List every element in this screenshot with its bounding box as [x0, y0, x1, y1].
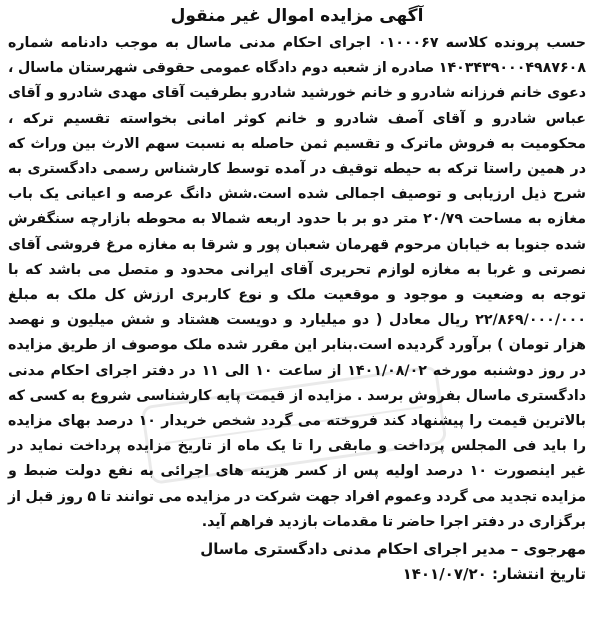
notice-signature: مهرجوی – مدیر اجرای احکام مدنی دادگستری ماسال [200, 540, 586, 559]
publish-date: تاریخ انتشار: ۱۴۰۱/۰۷/۲۰ [402, 565, 586, 584]
notice-body: حسب پرونده کلاسه ۰۱۰۰۰۶۷ اجرای احکام مدنی ماسال به موجب دادنامه شماره ۱۴۰۳۴۳۹۰۰۰۴۹۸۷۶۰۸ صادره از شعبه دوم دادگاه عمومی حقوقی شهرستان ماسال ، دعوی خانم فرزانه شادرو و خانم خورشید شادرو بطرفیت آقای مهدی شادرو و آقای عباس شادرو و آقای آصف شادرو و خانم کوثر امانی بخواسته تقسیم ترکه ، محکومیت به فروش ماترک و تقسیم ثمن حاصله به نسبت سهم الارث بین وراث که در همین راستا ترکه به حیطه توقیف در آمده توسط کارشناس رسمی دادگستری به شرح ذیل ارزیابی و توصیف اجمالی شده است.شش دانگ عرصه و اعیانی یک باب مغازه به مساحت ۲۰/۷۹ متر دو بر با حدود اربعه شمالا به محوطه بازارچه سنگفرش شده جنوبا به خیابان مرحوم قهرمان شعبان پور و شرقا به مغازه مرغ فروشی آقای نصرتی و غربا به مغازه لوازم تحریری آقای ایرانی محدود و متصل می باشد که با توجه به وضعیت و موجود و موقعیت ملک و نوع کاربری ارزش کل ملک به مبلغ ۲۲/۸۶۹/۰۰۰/۰۰۰ ریال معادل ( دو میلیارد و دویست هشتاد و شش میلیون و نهصد هزار تومان ) برآورد گردیده است.بنابر این مقرر شده ملک موصوف از طریق مزایده در روز دوشنبه مورخه ۱۴۰۱/۰۸/۰۲ از ساعت ۱۰ الی ۱۱ در دفتر اجرای احکام مدنی دادگستری ماسال بفروش برسد . مزایده از قیمت پایه کارشناسی شروع به کسی که بالاترین قیمت را پیشنهاد کند فروخته می گردد شخص خریدار ۱۰ درصد بهای مزایده را باید فی المجلس پرداخت و مابقی را تا یک ماه از تاریخ مزایده پرداخت نماید در غیر اینصورت ۱۰ درصد اولیه پس از کسر هزینه های اجرائی به نفع دولت ضبط و مزایده تجدید می گردد وعموم افراد جهت شرکت در مزایده می توانند تا ۵ روز قبل از برگزاری در دفتر اجرا حاضر تا مقدمات بازدید فراهم آید. [8, 35, 587, 530]
notice-title: آگهی مزایده اموال غیر منقول [170, 6, 424, 26]
